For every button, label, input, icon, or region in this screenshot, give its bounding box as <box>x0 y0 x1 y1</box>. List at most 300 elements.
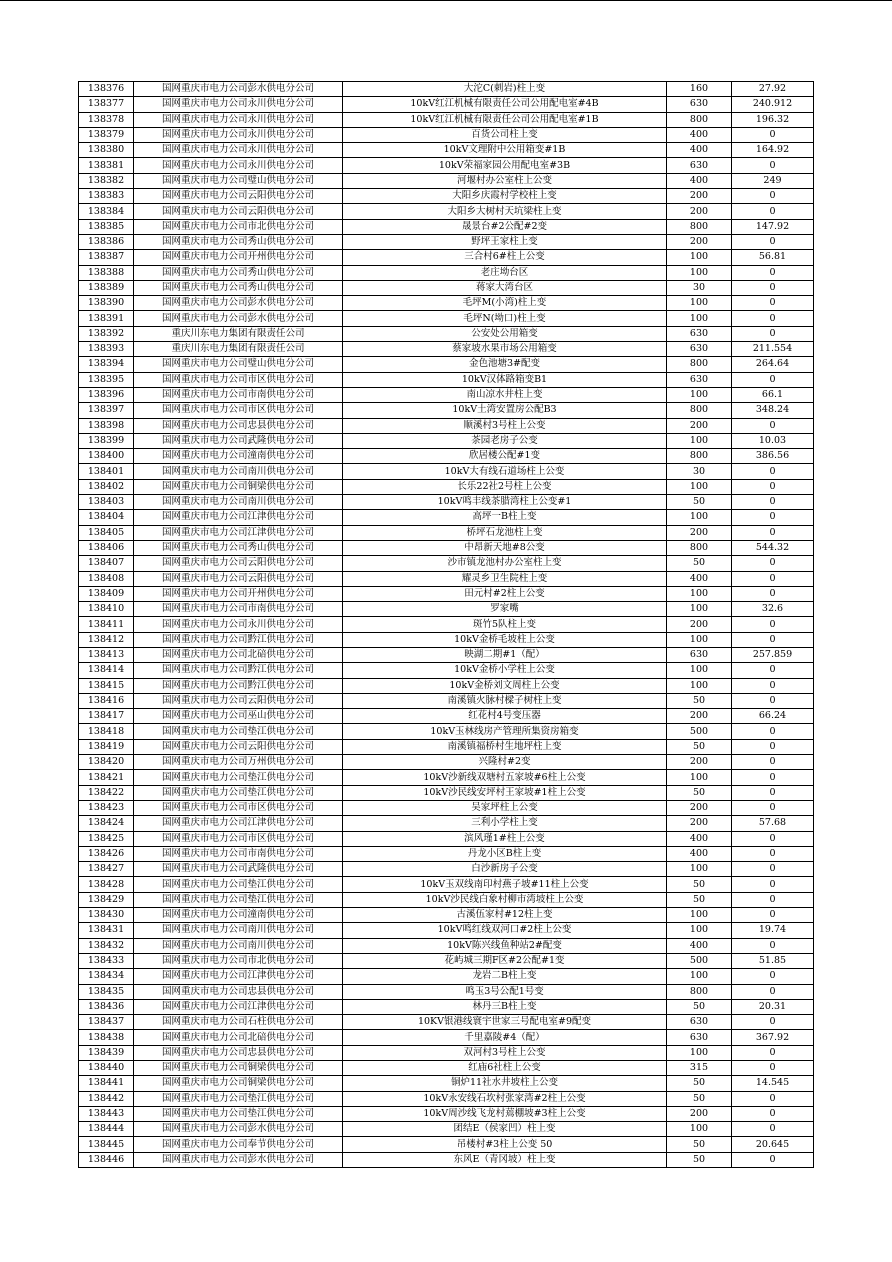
company-cell: 国网重庆市电力公司云阳供电分公司 <box>134 571 343 586</box>
load-value-cell: 0 <box>732 556 814 571</box>
row-id-cell: 138378 <box>79 112 134 127</box>
load-value-cell: 147.92 <box>732 219 814 234</box>
load-value-cell: 66.1 <box>732 387 814 402</box>
load-value-cell: 0 <box>732 586 814 601</box>
row-id-cell: 138426 <box>79 846 134 861</box>
capacity-cell: 100 <box>667 632 732 647</box>
company-cell: 国网重庆市电力公司武隆供电分公司 <box>134 433 343 448</box>
load-value-cell: 0 <box>732 755 814 770</box>
company-cell: 国网重庆市电力公司黔江供电分公司 <box>134 663 343 678</box>
company-cell: 国网重庆市电力公司潼南供电分公司 <box>134 449 343 464</box>
capacity-cell: 50 <box>667 877 732 892</box>
transformer-name-cell: 百货公司柱上变 <box>343 127 667 142</box>
table-row <box>79 158 814 173</box>
row-id-cell: 138442 <box>79 1091 134 1106</box>
company-cell: 国网重庆市电力公司璧山供电分公司 <box>134 173 343 188</box>
table-row <box>79 1137 814 1152</box>
capacity-cell: 100 <box>667 265 732 280</box>
transformer-name-cell: 10kV鸣丰线茶腊湾柱上公变#1 <box>343 495 667 510</box>
transformer-name-cell: 野坪王家柱上变 <box>343 234 667 249</box>
row-id-cell: 138424 <box>79 816 134 831</box>
capacity-cell: 400 <box>667 938 732 953</box>
row-id-cell: 138425 <box>79 831 134 846</box>
transformer-name-cell: 10kV荣福家园公用配电室#3B <box>343 158 667 173</box>
transformer-name-cell: 斑竹5队柱上变 <box>343 617 667 632</box>
row-id-cell: 138445 <box>79 1137 134 1152</box>
capacity-cell: 50 <box>667 693 732 708</box>
company-cell: 国网重庆市电力公司市区供电分公司 <box>134 831 343 846</box>
company-cell: 国网重庆市电力公司彭水供电分公司 <box>134 1122 343 1137</box>
table-row <box>79 846 814 861</box>
table-row <box>79 326 814 341</box>
load-value-cell: 0 <box>732 418 814 433</box>
row-id-cell: 138403 <box>79 495 134 510</box>
load-value-cell: 0 <box>732 632 814 647</box>
company-cell: 国网重庆市电力公司永川供电分公司 <box>134 97 343 112</box>
transformer-name-cell: 耀灵乡卫生院柱上变 <box>343 571 667 586</box>
company-cell: 国网重庆市电力公司秀山供电分公司 <box>134 540 343 555</box>
company-cell: 国网重庆市电力公司南川供电分公司 <box>134 938 343 953</box>
transformer-list-table <box>78 81 814 1168</box>
load-value-cell: 386.56 <box>732 449 814 464</box>
load-value-cell: 51.85 <box>732 953 814 968</box>
table-row <box>79 204 814 219</box>
load-value-cell: 32.6 <box>732 602 814 617</box>
load-value-cell: 0 <box>732 296 814 311</box>
table-row <box>79 617 814 632</box>
capacity-cell: 800 <box>667 984 732 999</box>
load-value-cell: 0 <box>732 189 814 204</box>
row-id-cell: 138387 <box>79 250 134 265</box>
table-row <box>79 724 814 739</box>
row-id-cell: 138430 <box>79 908 134 923</box>
transformer-name-cell: 东风E（青冈坡）柱上变 <box>343 1152 667 1167</box>
capacity-cell: 200 <box>667 418 732 433</box>
row-id-cell: 138388 <box>79 265 134 280</box>
transformer-name-cell: 南溪镇福桥村生地坪柱上变 <box>343 739 667 754</box>
load-value-cell: 0 <box>732 785 814 800</box>
company-cell: 国网重庆市电力公司奉节供电分公司 <box>134 1137 343 1152</box>
load-value-cell: 348.24 <box>732 403 814 418</box>
transformer-name-cell: 罗家嘴 <box>343 602 667 617</box>
transformer-name-cell: 鸣玉3号公配1号变 <box>343 984 667 999</box>
load-value-cell: 0 <box>732 1045 814 1060</box>
load-value-cell: 249 <box>732 173 814 188</box>
transformer-name-cell: 老庄坳台区 <box>343 265 667 280</box>
load-value-cell: 27.92 <box>732 82 814 97</box>
transformer-name-cell: 林丹三B柱上变 <box>343 999 667 1014</box>
capacity-cell: 100 <box>667 296 732 311</box>
transformer-name-cell: 中昂新天地#8公变 <box>343 540 667 555</box>
company-cell: 国网重庆市电力公司江津供电分公司 <box>134 510 343 525</box>
load-value-cell: 0 <box>732 495 814 510</box>
capacity-cell: 200 <box>667 617 732 632</box>
transformer-name-cell: 10kV金桥小学柱上公变 <box>343 663 667 678</box>
company-cell: 国网重庆市电力公司江津供电分公司 <box>134 816 343 831</box>
row-id-cell: 138431 <box>79 923 134 938</box>
company-cell: 国网重庆市电力公司垫江供电分公司 <box>134 770 343 785</box>
load-value-cell: 0 <box>732 1106 814 1121</box>
table-row <box>79 1091 814 1106</box>
row-id-cell: 138395 <box>79 372 134 387</box>
capacity-cell: 800 <box>667 403 732 418</box>
load-value-cell: 0 <box>732 1061 814 1076</box>
row-id-cell: 138385 <box>79 219 134 234</box>
table-row <box>79 908 814 923</box>
company-cell: 国网重庆市电力公司市南供电分公司 <box>134 846 343 861</box>
company-cell: 国网重庆市电力公司永川供电分公司 <box>134 127 343 142</box>
table-row <box>79 877 814 892</box>
table-row <box>79 1061 814 1076</box>
table-row <box>79 1015 814 1030</box>
transformer-name-cell: 10kV陈兴线鱼种站2#配变 <box>343 938 667 953</box>
table-row <box>79 189 814 204</box>
transformer-name-cell: 大沱C(刺岩)柱上变 <box>343 82 667 97</box>
table-row <box>79 953 814 968</box>
table-row <box>79 510 814 525</box>
capacity-cell: 50 <box>667 1152 732 1167</box>
company-cell: 国网重庆市电力公司垫江供电分公司 <box>134 724 343 739</box>
company-cell: 国网重庆市电力公司忠县供电分公司 <box>134 984 343 999</box>
transformer-name-cell: 高坪一B柱上变 <box>343 510 667 525</box>
company-cell: 国网重庆市电力公司彭水供电分公司 <box>134 1152 343 1167</box>
table-row <box>79 433 814 448</box>
transformer-name-cell: 10kV玉林线房产管理所集资房箱变 <box>343 724 667 739</box>
capacity-cell: 630 <box>667 97 732 112</box>
table-row <box>79 755 814 770</box>
transformer-name-cell: 三利小学柱上变 <box>343 816 667 831</box>
transformer-name-cell: 10kV永安线石坎村张家湾#2柱上公变 <box>343 1091 667 1106</box>
table-row <box>79 1122 814 1137</box>
capacity-cell: 200 <box>667 1106 732 1121</box>
transformer-name-cell: 10kV文理附中公用箱变#1B <box>343 143 667 158</box>
table-row <box>79 923 814 938</box>
load-value-cell: 0 <box>732 1015 814 1030</box>
capacity-cell: 800 <box>667 540 732 555</box>
row-id-cell: 138411 <box>79 617 134 632</box>
row-id-cell: 138420 <box>79 755 134 770</box>
table-row <box>79 173 814 188</box>
company-cell: 国网重庆市电力公司云阳供电分公司 <box>134 189 343 204</box>
row-id-cell: 138428 <box>79 877 134 892</box>
table-row <box>79 112 814 127</box>
company-cell: 国网重庆市电力公司市区供电分公司 <box>134 800 343 815</box>
load-value-cell: 0 <box>732 984 814 999</box>
load-value-cell: 14.545 <box>732 1076 814 1091</box>
company-cell: 国网重庆市电力公司彭水供电分公司 <box>134 82 343 97</box>
transformer-name-cell: 顺溪村3号柱上公变 <box>343 418 667 433</box>
transformer-name-cell: 大阳乡大树村天坑梁柱上变 <box>343 204 667 219</box>
row-id-cell: 138441 <box>79 1076 134 1091</box>
company-cell: 国网重庆市电力公司垫江供电分公司 <box>134 892 343 907</box>
load-value-cell: 19.74 <box>732 923 814 938</box>
capacity-cell: 100 <box>667 433 732 448</box>
load-value-cell: 0 <box>732 739 814 754</box>
company-cell: 国网重庆市电力公司彭水供电分公司 <box>134 296 343 311</box>
company-cell: 国网重庆市电力公司云阳供电分公司 <box>134 693 343 708</box>
capacity-cell: 100 <box>667 250 732 265</box>
load-value-cell: 0 <box>732 510 814 525</box>
company-cell: 国网重庆市电力公司万州供电分公司 <box>134 755 343 770</box>
load-value-cell: 0 <box>732 280 814 295</box>
transformer-name-cell: 蒋家大湾台区 <box>343 280 667 295</box>
table-row <box>79 693 814 708</box>
row-id-cell: 138400 <box>79 449 134 464</box>
row-id-cell: 138437 <box>79 1015 134 1030</box>
transformer-name-cell: 公安处公用箱变 <box>343 326 667 341</box>
table-row <box>79 969 814 984</box>
capacity-cell: 500 <box>667 724 732 739</box>
table-row <box>79 219 814 234</box>
capacity-cell: 100 <box>667 586 732 601</box>
transformer-name-cell: 田元村#2柱上公变 <box>343 586 667 601</box>
capacity-cell: 100 <box>667 908 732 923</box>
row-id-cell: 138389 <box>79 280 134 295</box>
table-row <box>79 862 814 877</box>
company-cell: 国网重庆市电力公司忠县供电分公司 <box>134 418 343 433</box>
transformer-name-cell: 晟景台#2公配#2变 <box>343 219 667 234</box>
table-row <box>79 632 814 647</box>
row-id-cell: 138398 <box>79 418 134 433</box>
load-value-cell: 0 <box>732 158 814 173</box>
load-value-cell: 196.32 <box>732 112 814 127</box>
capacity-cell: 160 <box>667 82 732 97</box>
company-cell: 国网重庆市电力公司武隆供电分公司 <box>134 862 343 877</box>
company-cell: 国网重庆市电力公司云阳供电分公司 <box>134 556 343 571</box>
transformer-name-cell: 桥坪石龙池柱上变 <box>343 525 667 540</box>
capacity-cell: 400 <box>667 571 732 586</box>
load-value-cell: 0 <box>732 892 814 907</box>
table-row <box>79 372 814 387</box>
row-id-cell: 138386 <box>79 234 134 249</box>
capacity-cell: 630 <box>667 647 732 662</box>
row-id-cell: 138376 <box>79 82 134 97</box>
table-row <box>79 770 814 785</box>
load-value-cell: 0 <box>732 724 814 739</box>
load-value-cell: 0 <box>732 617 814 632</box>
transformer-name-cell: 龙岩二B柱上变 <box>343 969 667 984</box>
transformer-name-cell: 10kV金桥刘文周柱上公变 <box>343 678 667 693</box>
capacity-cell: 50 <box>667 1091 732 1106</box>
capacity-cell: 200 <box>667 525 732 540</box>
transformer-name-cell: 双河村3号柱上公变 <box>343 1045 667 1060</box>
load-value-cell: 0 <box>732 862 814 877</box>
row-id-cell: 138383 <box>79 189 134 204</box>
row-id-cell: 138392 <box>79 326 134 341</box>
transformer-name-cell: 10kV土湾安置房公配B3 <box>343 403 667 418</box>
load-value-cell: 56.81 <box>732 250 814 265</box>
table-row <box>79 984 814 999</box>
table-row <box>79 816 814 831</box>
row-id-cell: 138401 <box>79 464 134 479</box>
row-id-cell: 138405 <box>79 525 134 540</box>
row-id-cell: 138416 <box>79 693 134 708</box>
table-row <box>79 495 814 510</box>
load-value-cell: 0 <box>732 938 814 953</box>
transformer-name-cell: 毛坪N(坳口)柱上变 <box>343 311 667 326</box>
row-id-cell: 138410 <box>79 602 134 617</box>
transformer-name-cell: 茶园老房子公变 <box>343 433 667 448</box>
load-value-cell: 20.31 <box>732 999 814 1014</box>
company-cell: 国网重庆市电力公司市北供电分公司 <box>134 953 343 968</box>
load-value-cell: 66.24 <box>732 709 814 724</box>
transformer-name-cell: 丹龙小区B柱上变 <box>343 846 667 861</box>
capacity-cell: 200 <box>667 204 732 219</box>
row-id-cell: 138415 <box>79 678 134 693</box>
row-id-cell: 138402 <box>79 479 134 494</box>
load-value-cell: 257.859 <box>732 647 814 662</box>
company-cell: 国网重庆市电力公司永川供电分公司 <box>134 112 343 127</box>
transformer-name-cell: 吴家坪柱上公变 <box>343 800 667 815</box>
company-cell: 国网重庆市电力公司铜梁供电分公司 <box>134 479 343 494</box>
company-cell: 国网重庆市电力公司潼南供电分公司 <box>134 908 343 923</box>
capacity-cell: 400 <box>667 173 732 188</box>
load-value-cell: 0 <box>732 234 814 249</box>
load-value-cell: 0 <box>732 678 814 693</box>
row-id-cell: 138427 <box>79 862 134 877</box>
table-row <box>79 296 814 311</box>
load-value-cell: 10.03 <box>732 433 814 448</box>
capacity-cell: 100 <box>667 862 732 877</box>
table-row <box>79 265 814 280</box>
row-id-cell: 138393 <box>79 342 134 357</box>
transformer-name-cell: 滨风瑾1#柱上公变 <box>343 831 667 846</box>
company-cell: 国网重庆市电力公司璧山供电分公司 <box>134 357 343 372</box>
table-row <box>79 342 814 357</box>
table-row <box>79 234 814 249</box>
table-body <box>79 82 814 1168</box>
row-id-cell: 138423 <box>79 800 134 815</box>
row-id-cell: 138436 <box>79 999 134 1014</box>
page-top-rule <box>0 0 892 1</box>
company-cell: 国网重庆市电力公司江津供电分公司 <box>134 969 343 984</box>
transformer-name-cell: 10kV沙民线安坪村王家坡#1柱上公变 <box>343 785 667 800</box>
transformer-name-cell: 花屿城三期F区#2公配#1变 <box>343 953 667 968</box>
load-value-cell: 0 <box>732 311 814 326</box>
company-cell: 国网重庆市电力公司永川供电分公司 <box>134 143 343 158</box>
transformer-name-cell: 团结E（侯家凹）柱上变 <box>343 1122 667 1137</box>
capacity-cell: 50 <box>667 785 732 800</box>
load-value-cell: 0 <box>732 571 814 586</box>
row-id-cell: 138435 <box>79 984 134 999</box>
load-value-cell: 0 <box>732 800 814 815</box>
transformer-name-cell: 古溪伍家村#12柱上变 <box>343 908 667 923</box>
capacity-cell: 630 <box>667 372 732 387</box>
company-cell: 国网重庆市电力公司黔江供电分公司 <box>134 632 343 647</box>
row-id-cell: 138446 <box>79 1152 134 1167</box>
transformer-name-cell: 10kV周沙线飞龙村蔫棚坡#3柱上公变 <box>343 1106 667 1121</box>
company-cell: 国网重庆市电力公司垫江供电分公司 <box>134 877 343 892</box>
table-row <box>79 387 814 402</box>
company-cell: 国网重庆市电力公司云阳供电分公司 <box>134 739 343 754</box>
row-id-cell: 138422 <box>79 785 134 800</box>
company-cell: 国网重庆市电力公司永川供电分公司 <box>134 158 343 173</box>
transformer-name-cell: 映湖二期#1（配） <box>343 647 667 662</box>
row-id-cell: 138432 <box>79 938 134 953</box>
transformer-name-cell: 铜炉11社水井坡柱上公变 <box>343 1076 667 1091</box>
row-id-cell: 138404 <box>79 510 134 525</box>
load-value-cell: 0 <box>732 831 814 846</box>
transformer-name-cell: 欣居楼公配#1变 <box>343 449 667 464</box>
capacity-cell: 800 <box>667 219 732 234</box>
capacity-cell: 630 <box>667 326 732 341</box>
table-row <box>79 938 814 953</box>
row-id-cell: 138421 <box>79 770 134 785</box>
table-row <box>79 800 814 815</box>
load-value-cell: 0 <box>732 265 814 280</box>
table-row <box>79 999 814 1014</box>
table-row <box>79 403 814 418</box>
capacity-cell: 100 <box>667 602 732 617</box>
capacity-cell: 30 <box>667 464 732 479</box>
capacity-cell: 630 <box>667 158 732 173</box>
company-cell: 国网重庆市电力公司云阳供电分公司 <box>134 204 343 219</box>
capacity-cell: 100 <box>667 1122 732 1137</box>
capacity-cell: 630 <box>667 1015 732 1030</box>
load-value-cell: 211.554 <box>732 342 814 357</box>
transformer-name-cell: 红庙6社柱上公变 <box>343 1061 667 1076</box>
company-cell: 国网重庆市电力公司铜梁供电分公司 <box>134 1061 343 1076</box>
row-id-cell: 138407 <box>79 556 134 571</box>
company-cell: 国网重庆市电力公司垫江供电分公司 <box>134 1106 343 1121</box>
transformer-name-cell: 毛坪M(小湾)柱上变 <box>343 296 667 311</box>
row-id-cell: 138413 <box>79 647 134 662</box>
capacity-cell: 100 <box>667 510 732 525</box>
capacity-cell: 50 <box>667 495 732 510</box>
capacity-cell: 100 <box>667 770 732 785</box>
transformer-name-cell: 吊楼村#3柱上公变 50 <box>343 1137 667 1152</box>
transformer-name-cell: 沙市镇龙池村办公室柱上变 <box>343 556 667 571</box>
capacity-cell: 100 <box>667 663 732 678</box>
load-value-cell: 0 <box>732 1091 814 1106</box>
load-value-cell: 0 <box>732 127 814 142</box>
transformer-name-cell: 南山凉水井柱上变 <box>343 387 667 402</box>
capacity-cell: 400 <box>667 831 732 846</box>
table-row <box>79 892 814 907</box>
company-cell: 国网重庆市电力公司市北供电分公司 <box>134 219 343 234</box>
row-id-cell: 138382 <box>79 173 134 188</box>
transformer-name-cell: 10kV沙民线白象村柳市湾坡柱上公变 <box>343 892 667 907</box>
load-value-cell: 164.92 <box>732 143 814 158</box>
row-id-cell: 138406 <box>79 540 134 555</box>
row-id-cell: 138394 <box>79 357 134 372</box>
row-id-cell: 138414 <box>79 663 134 678</box>
row-id-cell: 138377 <box>79 97 134 112</box>
transformer-name-cell: 10kV红江机械有限责任公司公用配电室#4B <box>343 97 667 112</box>
company-cell: 国网重庆市电力公司秀山供电分公司 <box>134 234 343 249</box>
capacity-cell: 50 <box>667 556 732 571</box>
capacity-cell: 200 <box>667 234 732 249</box>
company-cell: 国网重庆市电力公司北碚供电分公司 <box>134 647 343 662</box>
load-value-cell: 0 <box>732 464 814 479</box>
load-value-cell: 0 <box>732 846 814 861</box>
capacity-cell: 200 <box>667 189 732 204</box>
row-id-cell: 138409 <box>79 586 134 601</box>
load-value-cell: 0 <box>732 479 814 494</box>
load-value-cell: 367.92 <box>732 1030 814 1045</box>
transformer-name-cell: 金色池塘3#配变 <box>343 357 667 372</box>
company-cell: 国网重庆市电力公司南川供电分公司 <box>134 923 343 938</box>
capacity-cell: 100 <box>667 1045 732 1060</box>
row-id-cell: 138384 <box>79 204 134 219</box>
capacity-cell: 200 <box>667 816 732 831</box>
company-cell: 国网重庆市电力公司秀山供电分公司 <box>134 265 343 280</box>
table-row <box>79 250 814 265</box>
transformer-name-cell: 10kV汉体路箱变B1 <box>343 372 667 387</box>
table-row <box>79 1152 814 1167</box>
transformer-name-cell: 千里嘉陵#4（配） <box>343 1030 667 1045</box>
transformer-name-cell: 红花村4号变压器 <box>343 709 667 724</box>
